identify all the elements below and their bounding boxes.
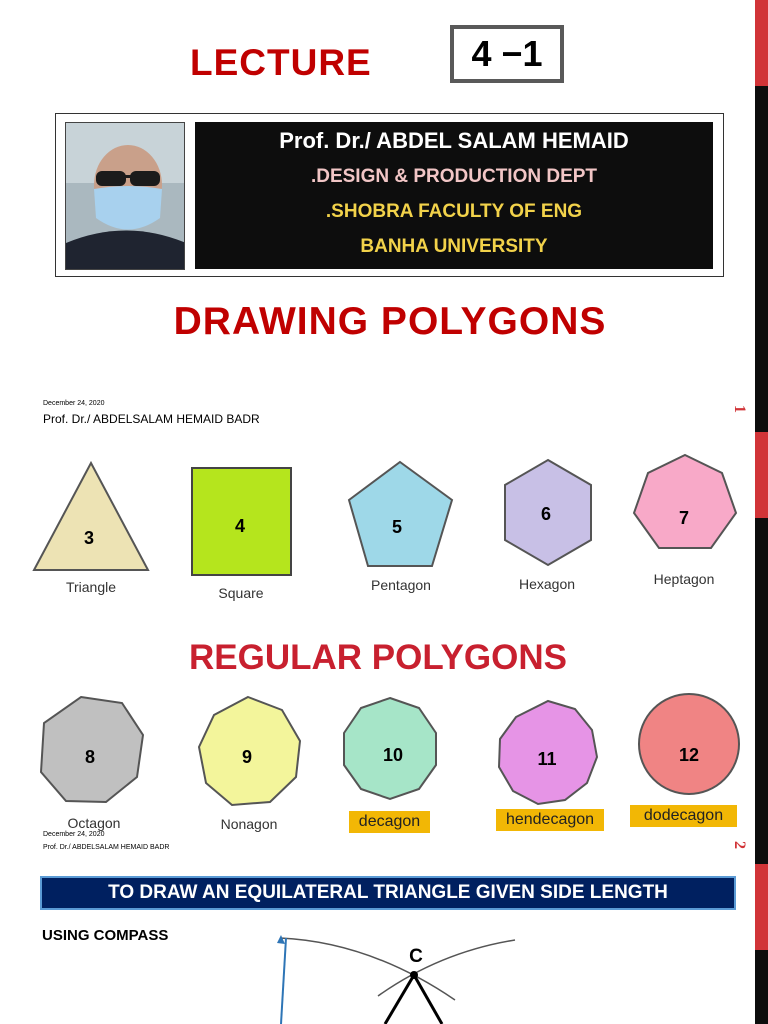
professor-name: Prof. Dr./ ABDEL SALAM HEMAID: [279, 128, 629, 153]
triangle-shape: [34, 463, 148, 570]
slide-title: DRAWING POLYGONS: [173, 300, 607, 343]
octagon-label: Octagon: [67, 815, 121, 831]
square-sides: 4: [234, 516, 246, 536]
regular-polygons-title: REGULAR POLYGONS: [189, 638, 567, 677]
pentagon-sides: 5: [391, 517, 403, 537]
octagon-sides: 8: [84, 747, 96, 767]
lecture-label: LECTURE: [190, 42, 372, 83]
section-banner: TO DRAW AN EQUILATERAL TRIANGLE GIVEN SIDE LENGTH: [40, 876, 736, 910]
hendecagon-sides: 11: [537, 749, 557, 769]
slide1-author: Prof. Dr./ ABDELSALAM HEMAID BADR: [43, 412, 260, 426]
hexagon-label: Hexagon: [518, 576, 576, 592]
faculty: .SHOBRA FACULTY OF ENG: [325, 201, 583, 222]
dodecagon-sides: 12: [678, 745, 700, 765]
decagon-label: decagon: [349, 811, 430, 833]
dodecagon-label: dodecagon: [630, 805, 737, 827]
compass-construction: [270, 930, 530, 1024]
profile-info-box: [195, 122, 713, 269]
lecture-number: 4 −1: [471, 33, 543, 74]
triangle-label: Triangle: [65, 579, 117, 595]
polygon-row-2: [0, 685, 756, 815]
arc-left: [280, 938, 455, 1000]
department: .DESIGN & PRODUCTION DEPT: [310, 166, 598, 187]
hexagon-sides: 6: [540, 504, 552, 524]
dodecagon-shape: [639, 694, 739, 794]
slide2-date: December 24, 2020: [43, 831, 105, 838]
nonagon-label: Nonagon: [220, 816, 278, 832]
page-number-2: 2: [731, 841, 748, 849]
page-number-1: 1: [731, 405, 748, 413]
heptagon-sides: 7: [678, 508, 690, 528]
slide1-date: December 24, 2020: [43, 400, 105, 407]
professor-photo: [65, 122, 185, 270]
compass-subtitle: USING COMPASS: [42, 927, 169, 944]
square-label: Square: [218, 585, 264, 601]
point-c-dot: [410, 971, 418, 979]
decagon-sides: 10: [382, 745, 404, 765]
slide-sidebar: [755, 0, 768, 1024]
compass-arrowhead: [277, 935, 285, 944]
hendecagon-label: hendecagon: [496, 809, 604, 831]
heptagon-label: Heptagon: [653, 571, 715, 587]
pentagon-shape: [349, 462, 452, 566]
pentagon-label: Pentagon: [371, 577, 431, 593]
triangle-sides: 3: [83, 528, 95, 548]
nonagon-sides: 9: [241, 747, 253, 767]
heptagon-shape: [634, 455, 736, 548]
slide2-author: Prof. Dr./ ABDELSALAM HEMAID BADR: [43, 844, 170, 851]
university: BANHA UNIVERSITY: [360, 236, 548, 257]
lecture-number-box: [450, 25, 564, 83]
point-c-label: C: [409, 946, 423, 967]
compass-arm: [281, 938, 286, 1024]
